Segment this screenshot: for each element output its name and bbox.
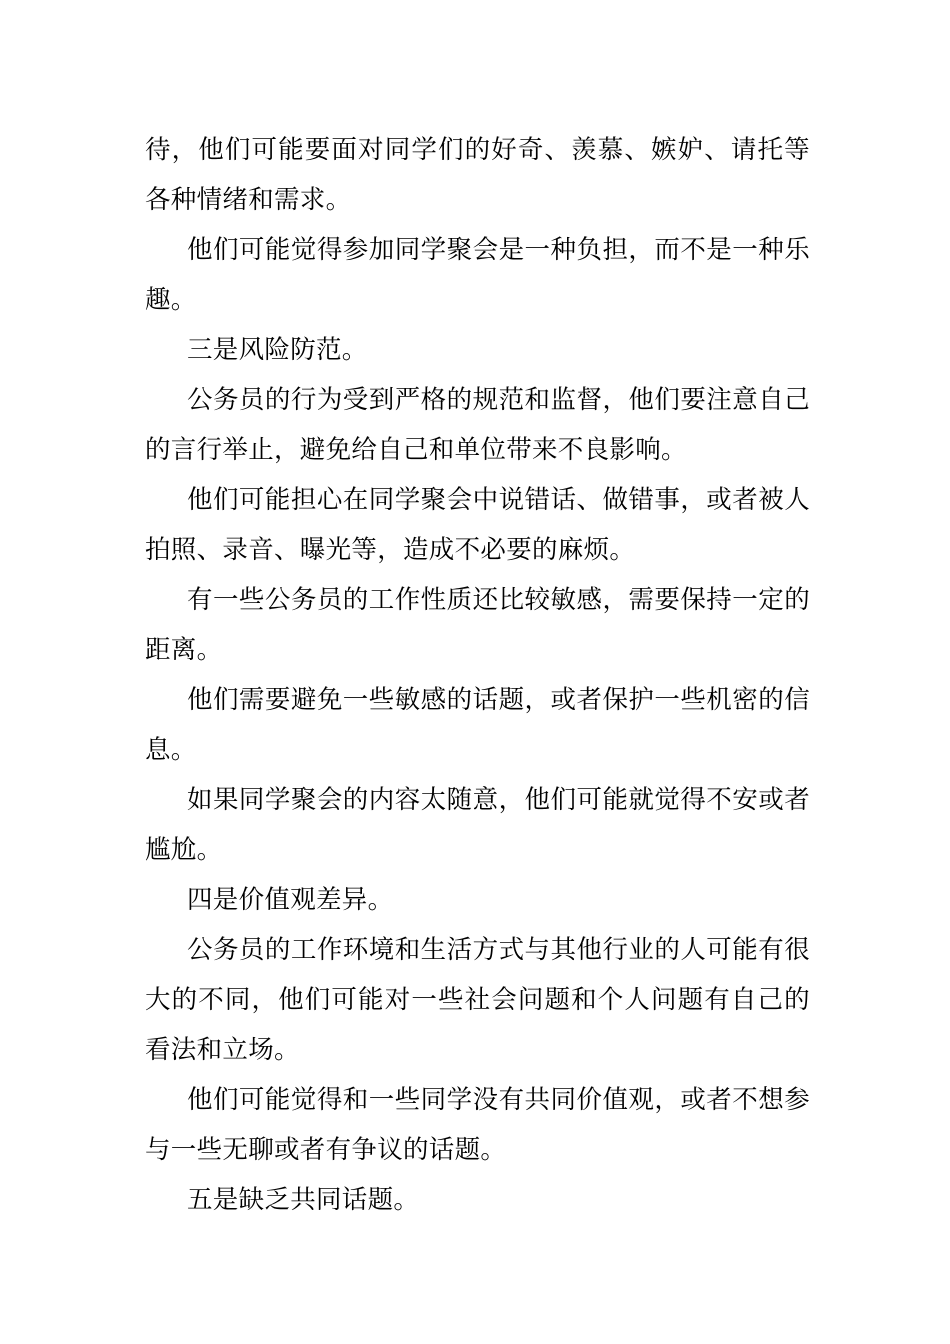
section-heading: 三是风险防范。: [187, 335, 368, 365]
paragraph: 他们需要避免一些敏感的话题，或者保护一些机密的信息。: [145, 685, 810, 765]
section-heading: 五是缺乏共同话题。: [187, 1185, 420, 1215]
paragraph: 公务员的行为受到严格的规范和监督，他们要注意自己的言行举止，避免给自己和单位带来不良影响。: [145, 385, 810, 465]
paragraph: 他们可能担心在同学聚会中说错话、做错事，或者被人拍照、录音、曝光等，造成不必要的麻烦。: [145, 485, 810, 565]
paragraph: 他们可能觉得和一些同学没有共同价值观，或者不想参与一些无聊或者有争议的话题。: [145, 1085, 810, 1165]
document-body: [145, 125, 810, 1225]
paragraph: 他们可能觉得参加同学聚会是一种负担，而不是一种乐趣。: [145, 235, 810, 315]
paragraph: 如果同学聚会的内容太随意，他们可能就觉得不安或者尴尬。: [145, 785, 810, 865]
paragraph: 有一些公务员的工作性质还比较敏感，需要保持一定的距离。: [145, 585, 810, 665]
section-heading: 四是价值观差异。: [187, 885, 394, 915]
paragraph: 公务员的工作环境和生活方式与其他行业的人可能有很大的不同，他们可能对一些社会问题和个人问题有自己的看法和立场。: [145, 935, 810, 1065]
paragraph: 待，他们可能要面对同学们的好奇、羡慕、嫉妒、请托等各种情绪和需求。: [145, 135, 810, 215]
